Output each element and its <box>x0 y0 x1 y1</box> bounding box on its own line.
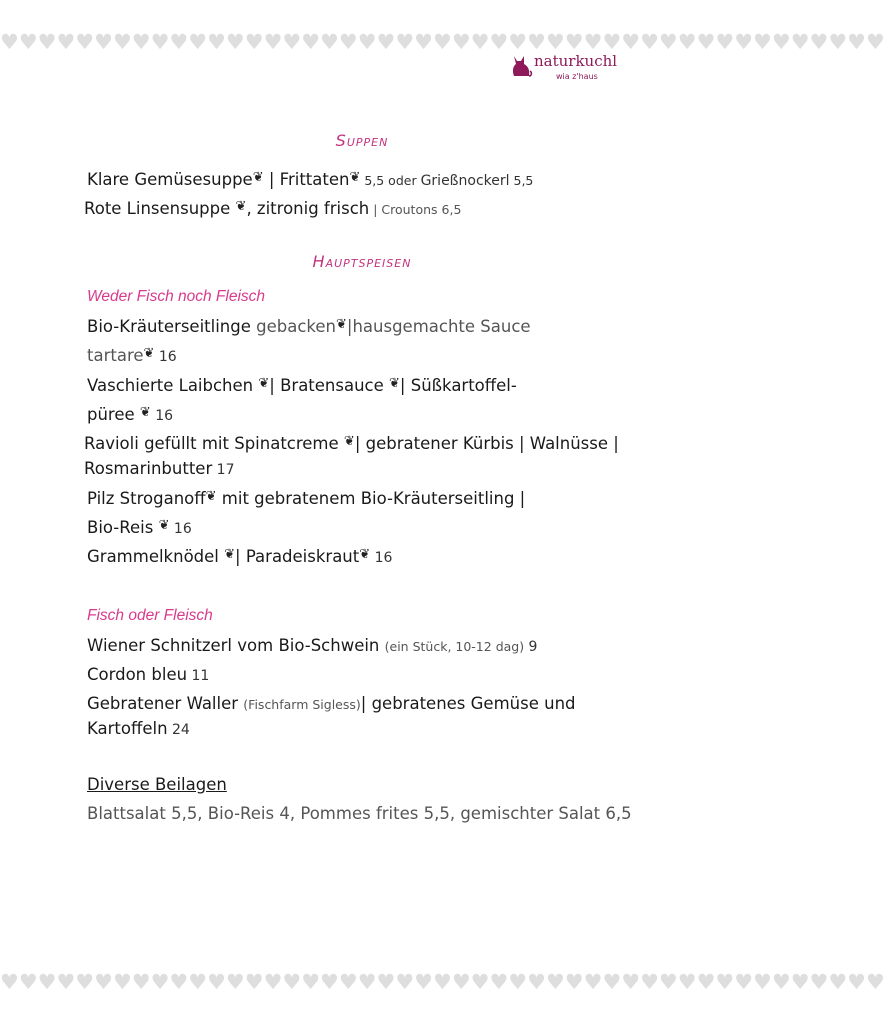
menu-item-klare-gemuesesuppe <box>87 170 533 189</box>
item-text: Pilz Stroganoff <box>87 489 206 508</box>
item-text: |hausgemachte Sauce <box>346 317 531 336</box>
section-title-suppen: Suppen <box>335 131 389 150</box>
leaf-sprig-icon: ❦ <box>158 518 170 533</box>
menu-item-vaschierte-laibchen <box>87 376 517 395</box>
item-text: Grammelknödel <box>87 547 225 566</box>
item-price: 16 <box>150 408 174 424</box>
leaf-sprig-icon: ❦ <box>336 317 347 332</box>
item-text: tartare <box>87 346 144 365</box>
item-text: Rote Linsensuppe <box>84 199 236 218</box>
item-note: (ein Stück, 10-12 dag) <box>384 639 525 654</box>
heart-border-bottom: ♥♥♥♥♥♥♥♥♥♥♥♥♥♥♥♥♥♥♥♥♥♥♥♥♥♥♥♥♥♥♥♥♥♥♥♥♥♥♥♥♥♥♥♥♥♥♥ <box>0 970 885 994</box>
logo-tagline: wia z'haus <box>556 72 598 81</box>
leaf-sprig-icon: ❦ <box>139 405 151 420</box>
item-text: | Frittaten <box>263 170 350 189</box>
item-note: (Fischfarm Sigless) <box>243 697 361 712</box>
item-text: | gebratener Kürbis | Walnüsse | <box>354 434 619 453</box>
leaf-sprig-icon: ❦ <box>359 547 371 562</box>
item-text: | Süßkartoffel- <box>399 376 517 395</box>
item-price: 16 <box>169 521 192 537</box>
item-text: Gebratener Waller <box>87 694 244 713</box>
leaf-sprig-icon: ❦ <box>343 434 355 449</box>
menu-item-bio-kraeuterseitlinge <box>87 317 531 336</box>
menu-item-gebratener-waller-cont <box>87 719 190 738</box>
leaf-sprig-icon: ❦ <box>224 547 236 562</box>
item-text: Grießnockerl <box>420 173 510 189</box>
item-text: | gebratenes Gemüse und <box>360 694 576 713</box>
cat-icon <box>510 54 532 80</box>
item-price: 16 <box>370 550 393 566</box>
menu-item-ravioli-cont <box>84 459 235 478</box>
item-price: | Croutons 6,5 <box>369 202 462 217</box>
item-text: Vaschierte Laibchen <box>87 376 259 395</box>
item-price: 17 <box>212 462 235 478</box>
item-text: Bio-Reis <box>87 518 159 537</box>
menu-item-rote-linsensuppe <box>84 199 461 218</box>
menu-item-wiener-schnitzerl <box>87 636 537 655</box>
menu-item-bio-kraeuterseitlinge-cont <box>87 346 177 365</box>
leaf-sprig-icon: ❦ <box>258 376 270 391</box>
menu-item-vaschierte-laibchen-cont <box>87 405 173 424</box>
menu-item-pilz-stroganoff <box>87 489 525 508</box>
menu-item-grammelknoedel <box>87 547 392 566</box>
item-text: Cordon bleu <box>87 665 188 684</box>
item-price: 16 <box>154 349 177 365</box>
item-price: 11 <box>187 668 210 684</box>
item-text: | Bratensauce <box>269 376 390 395</box>
menu-item-cordon-bleu <box>87 665 209 684</box>
item-text: püree <box>87 405 140 424</box>
menu-item-pilz-stroganoff-cont <box>87 518 192 537</box>
item-price: 24 <box>167 722 190 738</box>
item-text: Wiener Schnitzerl vom Bio-Schwein <box>87 636 385 655</box>
item-text: mit gebratenem Bio-Kräuterseitling | <box>216 489 526 508</box>
subheading-weder-fisch-noch-fleisch: Weder Fisch noch Fleisch <box>87 288 266 305</box>
item-text: Bio-Kräuterseitlinge <box>87 317 257 336</box>
leaf-sprig-icon: ❦ <box>235 199 247 214</box>
leaf-sprig-icon: ❦ <box>252 170 264 185</box>
leaf-sprig-icon: ❦ <box>205 489 217 504</box>
menu-item-ravioli <box>84 434 619 453</box>
subheading-diverse-beilagen: Diverse Beilagen <box>87 775 227 794</box>
item-text: , zitronig frisch <box>246 199 370 218</box>
heart-border-top: ♥♥♥♥♥♥♥♥♥♥♥♥♥♥♥♥♥♥♥♥♥♥♥♥♥♥♥♥♥♥♥♥♥♥♥♥♥♥♥♥♥♥♥♥♥♥♥ <box>0 30 885 54</box>
item-text: Ravioli gefüllt mit Spinatcreme <box>84 434 344 453</box>
leaf-sprig-icon: ❦ <box>143 346 155 361</box>
section-title-hauptspeisen: Hauptspeisen <box>312 252 412 271</box>
item-text: | Paradeiskraut <box>235 547 360 566</box>
logo-name: naturkuchl <box>534 52 618 70</box>
item-price: 9 <box>524 639 538 655</box>
menu-item-gebratener-waller <box>87 694 576 713</box>
item-price: 5,5 <box>509 173 534 188</box>
item-price: 5,5 oder <box>360 173 421 188</box>
item-text: Rosmarinbutter <box>84 459 213 478</box>
menu-item-beilagen: Blattsalat 5,5, Bio-Reis 4, Pommes frites 5,5, gemischter Salat 6,5 <box>87 804 632 823</box>
item-text: Kartoffeln <box>87 719 168 738</box>
leaf-sprig-icon: ❦ <box>389 376 400 391</box>
subheading-fisch-oder-fleisch: Fisch oder Fleisch <box>87 607 213 624</box>
logo <box>510 52 640 88</box>
leaf-sprig-icon: ❦ <box>349 170 361 185</box>
item-text: gebacken <box>256 317 336 336</box>
item-text: Klare Gemüsesuppe <box>87 170 253 189</box>
